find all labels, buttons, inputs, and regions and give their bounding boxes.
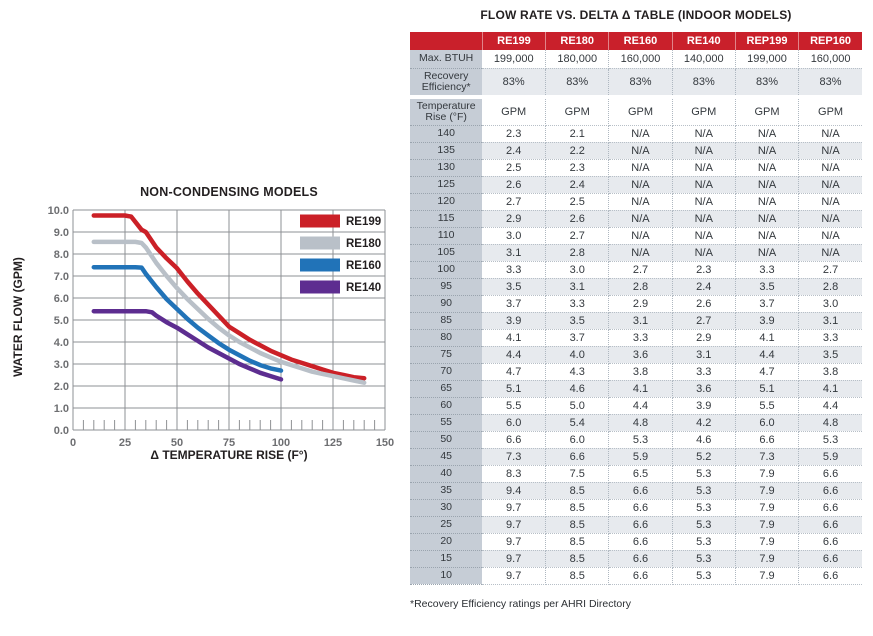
value-cell: 2.8 (609, 278, 672, 295)
value-cell: 5.3 (672, 516, 735, 533)
table-row (410, 448, 862, 465)
table-row (410, 363, 862, 380)
value-cell: 4.4 (609, 397, 672, 414)
y-tick-label: 10.0 (47, 205, 69, 217)
flow-rate-line-chart (30, 198, 400, 468)
corner-header-cell (410, 32, 482, 50)
legend-swatch-re160 (300, 259, 340, 272)
value-cell: 3.3 (482, 261, 545, 278)
table-row (410, 380, 862, 397)
value-cell: 2.3 (482, 125, 545, 142)
row-label-cell: 100 (410, 261, 482, 278)
value-cell: N/A (672, 227, 735, 244)
value-cell: N/A (735, 244, 798, 261)
value-cell: N/A (799, 244, 862, 261)
value-cell: 7.3 (735, 448, 798, 465)
value-cell: 8.5 (546, 550, 609, 567)
value-cell: 6.0 (546, 431, 609, 448)
value-cell: 4.1 (482, 329, 545, 346)
value-cell: 3.8 (799, 363, 862, 380)
value-cell: 4.1 (799, 380, 862, 397)
row-label-cell: 35 (410, 482, 482, 499)
value-cell: 83% (546, 68, 609, 97)
y-tick-label: 9.0 (53, 227, 69, 239)
value-cell: 6.6 (609, 533, 672, 550)
value-cell: 8.5 (546, 533, 609, 550)
x-tick-label: 0 (69, 437, 77, 449)
value-cell: 9.7 (482, 550, 545, 567)
value-cell: 160,000 (609, 50, 672, 68)
y-tick-label: 8.0 (53, 249, 69, 261)
row-label-cell: 30 (410, 499, 482, 516)
value-cell: 6.6 (799, 567, 862, 584)
value-cell: 2.9 (482, 210, 545, 227)
table-row (410, 329, 862, 346)
table-row (410, 312, 862, 329)
row-label-cell: 110 (410, 227, 482, 244)
table-row (410, 261, 862, 278)
row-label-cell: 65 (410, 380, 482, 397)
column-header: REP199 (735, 32, 798, 50)
value-cell: 7.9 (735, 550, 798, 567)
y-tick-label: 4.0 (53, 337, 69, 349)
meta-row (410, 97, 862, 126)
column-header: RE140 (672, 32, 735, 50)
y-tick-label: 7.0 (53, 271, 69, 283)
x-tick-label: 100 (271, 437, 291, 449)
x-tick-label: 150 (375, 437, 395, 449)
table-row (410, 125, 862, 142)
y-tick-label: 6.0 (53, 293, 69, 305)
table-row (410, 176, 862, 193)
value-cell: N/A (609, 176, 672, 193)
row-label-cell: Max. BTUH (410, 50, 482, 68)
table-row (410, 567, 862, 584)
value-cell: 7.9 (735, 533, 798, 550)
value-cell: GPM (799, 97, 862, 126)
row-label-cell: 140 (410, 125, 482, 142)
value-cell: 6.6 (799, 465, 862, 482)
value-cell: 6.6 (799, 499, 862, 516)
value-cell: 3.7 (546, 329, 609, 346)
row-label-cell: 115 (410, 210, 482, 227)
value-cell: GPM (735, 97, 798, 126)
value-cell: 7.5 (546, 465, 609, 482)
value-cell: 6.6 (609, 482, 672, 499)
table-row (410, 193, 862, 210)
table-row (410, 142, 862, 159)
table-row (410, 431, 862, 448)
value-cell: 4.0 (546, 346, 609, 363)
value-cell: 2.2 (546, 142, 609, 159)
row-label-cell: 80 (410, 329, 482, 346)
table-row (410, 346, 862, 363)
y-tick-label: 0.0 (53, 425, 69, 437)
value-cell: 180,000 (546, 50, 609, 68)
value-cell: N/A (672, 176, 735, 193)
table-row (410, 227, 862, 244)
value-cell: N/A (735, 142, 798, 159)
column-header: RE180 (546, 32, 609, 50)
value-cell: N/A (735, 227, 798, 244)
row-label-cell: 105 (410, 244, 482, 261)
row-label-cell: 25 (410, 516, 482, 533)
value-cell: 2.6 (672, 295, 735, 312)
value-cell: 2.6 (482, 176, 545, 193)
value-cell: 6.6 (799, 516, 862, 533)
value-cell: 3.7 (482, 295, 545, 312)
value-cell: 3.0 (799, 295, 862, 312)
value-cell: N/A (609, 193, 672, 210)
value-cell: 4.4 (482, 346, 545, 363)
value-cell: N/A (672, 142, 735, 159)
value-cell: 5.3 (672, 482, 735, 499)
value-cell: 2.5 (546, 193, 609, 210)
table-row (410, 516, 862, 533)
value-cell: N/A (799, 142, 862, 159)
value-cell: 3.5 (799, 346, 862, 363)
value-cell: N/A (735, 210, 798, 227)
row-label-cell: 50 (410, 431, 482, 448)
value-cell: 7.9 (735, 499, 798, 516)
value-cell: 6.5 (609, 465, 672, 482)
row-label-cell: 95 (410, 278, 482, 295)
value-cell: 5.3 (672, 465, 735, 482)
x-tick-label: 75 (222, 437, 236, 449)
legend-swatch-re199 (300, 215, 340, 228)
value-cell: 6.6 (482, 431, 545, 448)
value-cell: 4.7 (735, 363, 798, 380)
value-cell: 2.8 (799, 278, 862, 295)
value-cell: 4.3 (546, 363, 609, 380)
legend-label-re160: RE160 (346, 260, 382, 272)
value-cell: 3.5 (735, 278, 798, 295)
value-cell: 2.1 (546, 125, 609, 142)
value-cell: N/A (735, 159, 798, 176)
value-cell: 83% (799, 68, 862, 97)
value-cell: 8.3 (482, 465, 545, 482)
value-cell: 4.1 (735, 329, 798, 346)
flow-rate-table-section (410, 8, 862, 610)
value-cell: N/A (609, 142, 672, 159)
value-cell: 6.0 (735, 414, 798, 431)
value-cell: 5.1 (735, 380, 798, 397)
value-cell: 6.0 (482, 414, 545, 431)
value-cell: 2.9 (672, 329, 735, 346)
table-row (410, 159, 862, 176)
table-row (410, 278, 862, 295)
value-cell: 6.6 (799, 533, 862, 550)
row-label-cell: 75 (410, 346, 482, 363)
value-cell: 5.3 (672, 499, 735, 516)
value-cell: 2.4 (672, 278, 735, 295)
value-cell: 5.3 (672, 567, 735, 584)
value-cell: 4.4 (735, 346, 798, 363)
value-cell: 5.3 (672, 533, 735, 550)
value-cell: 4.6 (546, 380, 609, 397)
value-cell: 2.7 (546, 227, 609, 244)
value-cell: N/A (799, 125, 862, 142)
value-cell: 2.7 (482, 193, 545, 210)
value-cell: 83% (735, 68, 798, 97)
row-label-cell: Recovery Efficiency* (410, 68, 482, 97)
value-cell: 199,000 (735, 50, 798, 68)
value-cell: 4.1 (609, 380, 672, 397)
value-cell: 2.9 (609, 295, 672, 312)
value-cell: 83% (482, 68, 545, 97)
value-cell: 5.3 (672, 550, 735, 567)
value-cell: 3.1 (609, 312, 672, 329)
value-cell: GPM (546, 97, 609, 126)
value-cell: 4.7 (482, 363, 545, 380)
value-cell: 2.4 (546, 176, 609, 193)
value-cell: 3.6 (672, 380, 735, 397)
value-cell: 5.5 (482, 397, 545, 414)
value-cell: N/A (799, 227, 862, 244)
value-cell: 83% (609, 68, 672, 97)
value-cell: 7.9 (735, 482, 798, 499)
value-cell: 3.1 (799, 312, 862, 329)
value-cell: 2.7 (609, 261, 672, 278)
legend-label-re180: RE180 (346, 238, 382, 250)
value-cell: N/A (672, 244, 735, 261)
value-cell: 3.3 (609, 329, 672, 346)
value-cell: 7.3 (482, 448, 545, 465)
table-row (410, 210, 862, 227)
value-cell: 2.3 (546, 159, 609, 176)
value-cell: 6.6 (609, 499, 672, 516)
table-row (410, 295, 862, 312)
value-cell: 6.6 (609, 567, 672, 584)
row-label-cell: 85 (410, 312, 482, 329)
value-cell: 7.9 (735, 567, 798, 584)
value-cell: 4.6 (672, 431, 735, 448)
row-label-cell: Temperature Rise (°F) (410, 97, 482, 126)
value-cell: N/A (735, 193, 798, 210)
value-cell: 3.3 (672, 363, 735, 380)
value-cell: 6.6 (735, 431, 798, 448)
value-cell: 3.7 (735, 295, 798, 312)
table-header-row (410, 32, 862, 50)
legend-swatch-re140 (300, 281, 340, 294)
legend-label-re140: RE140 (346, 282, 382, 294)
value-cell: N/A (799, 176, 862, 193)
row-label-cell: 55 (410, 414, 482, 431)
value-cell: 5.3 (799, 431, 862, 448)
table-row (410, 397, 862, 414)
column-header: REP160 (799, 32, 862, 50)
table-row (410, 414, 862, 431)
y-tick-label: 1.0 (53, 403, 69, 415)
value-cell: N/A (609, 125, 672, 142)
row-label-cell: 135 (410, 142, 482, 159)
value-cell: 140,000 (672, 50, 735, 68)
value-cell: 5.9 (799, 448, 862, 465)
row-label-cell: 40 (410, 465, 482, 482)
y-axis-label: WATER FLOW (GPM) (11, 257, 25, 377)
value-cell: 2.3 (672, 261, 735, 278)
value-cell: N/A (735, 125, 798, 142)
value-cell: 3.5 (482, 278, 545, 295)
value-cell: 7.9 (735, 465, 798, 482)
row-label-cell: 125 (410, 176, 482, 193)
value-cell: 5.0 (546, 397, 609, 414)
value-cell: 160,000 (799, 50, 862, 68)
value-cell: 2.4 (482, 142, 545, 159)
value-cell: 9.7 (482, 533, 545, 550)
value-cell: 2.5 (482, 159, 545, 176)
value-cell: 8.5 (546, 482, 609, 499)
value-cell: 3.5 (546, 312, 609, 329)
value-cell: 3.8 (609, 363, 672, 380)
value-cell: 2.7 (672, 312, 735, 329)
row-label-cell: 15 (410, 550, 482, 567)
column-header: RE199 (482, 32, 545, 50)
value-cell: 9.7 (482, 516, 545, 533)
row-label-cell: 130 (410, 159, 482, 176)
value-cell: 5.1 (482, 380, 545, 397)
x-axis-label: Δ TEMPERATURE RISE (F°) (150, 448, 308, 462)
table-row (410, 533, 862, 550)
value-cell: 3.3 (546, 295, 609, 312)
value-cell: 4.4 (799, 397, 862, 414)
value-cell: 5.4 (546, 414, 609, 431)
value-cell: 5.2 (672, 448, 735, 465)
flow-chart-section (0, 0, 405, 500)
value-cell: 3.3 (799, 329, 862, 346)
value-cell: 3.3 (735, 261, 798, 278)
value-cell: 6.6 (799, 482, 862, 499)
chart-title: NON-CONDENSING MODELS (140, 185, 318, 199)
value-cell: GPM (482, 97, 545, 126)
column-header: RE160 (609, 32, 672, 50)
value-cell: 4.8 (609, 414, 672, 431)
value-cell: 7.9 (735, 516, 798, 533)
legend-swatch-re180 (300, 237, 340, 250)
x-tick-label: 25 (118, 437, 132, 449)
value-cell: N/A (609, 210, 672, 227)
value-cell: N/A (672, 125, 735, 142)
value-cell: N/A (799, 210, 862, 227)
value-cell: GPM (672, 97, 735, 126)
value-cell: 8.5 (546, 499, 609, 516)
value-cell: 6.6 (546, 448, 609, 465)
row-label-cell: 20 (410, 533, 482, 550)
table-row (410, 550, 862, 567)
value-cell: GPM (609, 97, 672, 126)
row-label-cell: 120 (410, 193, 482, 210)
value-cell: 4.8 (799, 414, 862, 431)
value-cell: 4.2 (672, 414, 735, 431)
value-cell: 2.8 (546, 244, 609, 261)
row-label-cell: 45 (410, 448, 482, 465)
value-cell: N/A (672, 159, 735, 176)
x-tick-label: 125 (323, 437, 343, 449)
meta-row (410, 68, 862, 97)
value-cell: 83% (672, 68, 735, 97)
value-cell: N/A (672, 210, 735, 227)
value-cell: 8.5 (546, 567, 609, 584)
table-row (410, 244, 862, 261)
x-tick-label: 50 (170, 437, 184, 449)
row-label-cell: 70 (410, 363, 482, 380)
y-tick-label: 5.0 (53, 315, 69, 327)
value-cell: 6.6 (609, 516, 672, 533)
value-cell: 6.6 (609, 550, 672, 567)
table-title: FLOW RATE VS. DELTA Δ TABLE (INDOOR MODELS) (480, 8, 792, 22)
value-cell: 5.9 (609, 448, 672, 465)
value-cell: 9.7 (482, 567, 545, 584)
value-cell: N/A (609, 227, 672, 244)
value-cell: 3.9 (672, 397, 735, 414)
value-cell: 2.6 (546, 210, 609, 227)
value-cell: 199,000 (482, 50, 545, 68)
row-label-cell: 10 (410, 567, 482, 584)
y-tick-label: 2.0 (53, 381, 69, 393)
value-cell: 3.1 (672, 346, 735, 363)
value-cell: N/A (672, 193, 735, 210)
value-cell: N/A (609, 244, 672, 261)
value-cell: 3.9 (735, 312, 798, 329)
value-cell: 3.1 (482, 244, 545, 261)
y-tick-label: 3.0 (53, 359, 69, 371)
table-row (410, 482, 862, 499)
value-cell: N/A (799, 193, 862, 210)
value-cell: 3.0 (482, 227, 545, 244)
value-cell: 8.5 (546, 516, 609, 533)
flow-rate-table (410, 32, 862, 585)
value-cell: N/A (799, 159, 862, 176)
value-cell: 9.7 (482, 499, 545, 516)
value-cell: 5.3 (609, 431, 672, 448)
value-cell: 2.7 (799, 261, 862, 278)
table-row (410, 465, 862, 482)
value-cell: 9.4 (482, 482, 545, 499)
value-cell: 3.0 (546, 261, 609, 278)
value-cell: 6.6 (799, 550, 862, 567)
row-label-cell: 60 (410, 397, 482, 414)
value-cell: N/A (609, 159, 672, 176)
value-cell: 3.1 (546, 278, 609, 295)
value-cell: 5.5 (735, 397, 798, 414)
legend-label-re199: RE199 (346, 216, 382, 228)
value-cell: N/A (735, 176, 798, 193)
value-cell: 3.9 (482, 312, 545, 329)
row-label-cell: 90 (410, 295, 482, 312)
table-row (410, 499, 862, 516)
table-footnote: *Recovery Efficiency ratings per AHRI Directory (410, 597, 631, 610)
value-cell: 3.6 (609, 346, 672, 363)
meta-row (410, 50, 862, 68)
